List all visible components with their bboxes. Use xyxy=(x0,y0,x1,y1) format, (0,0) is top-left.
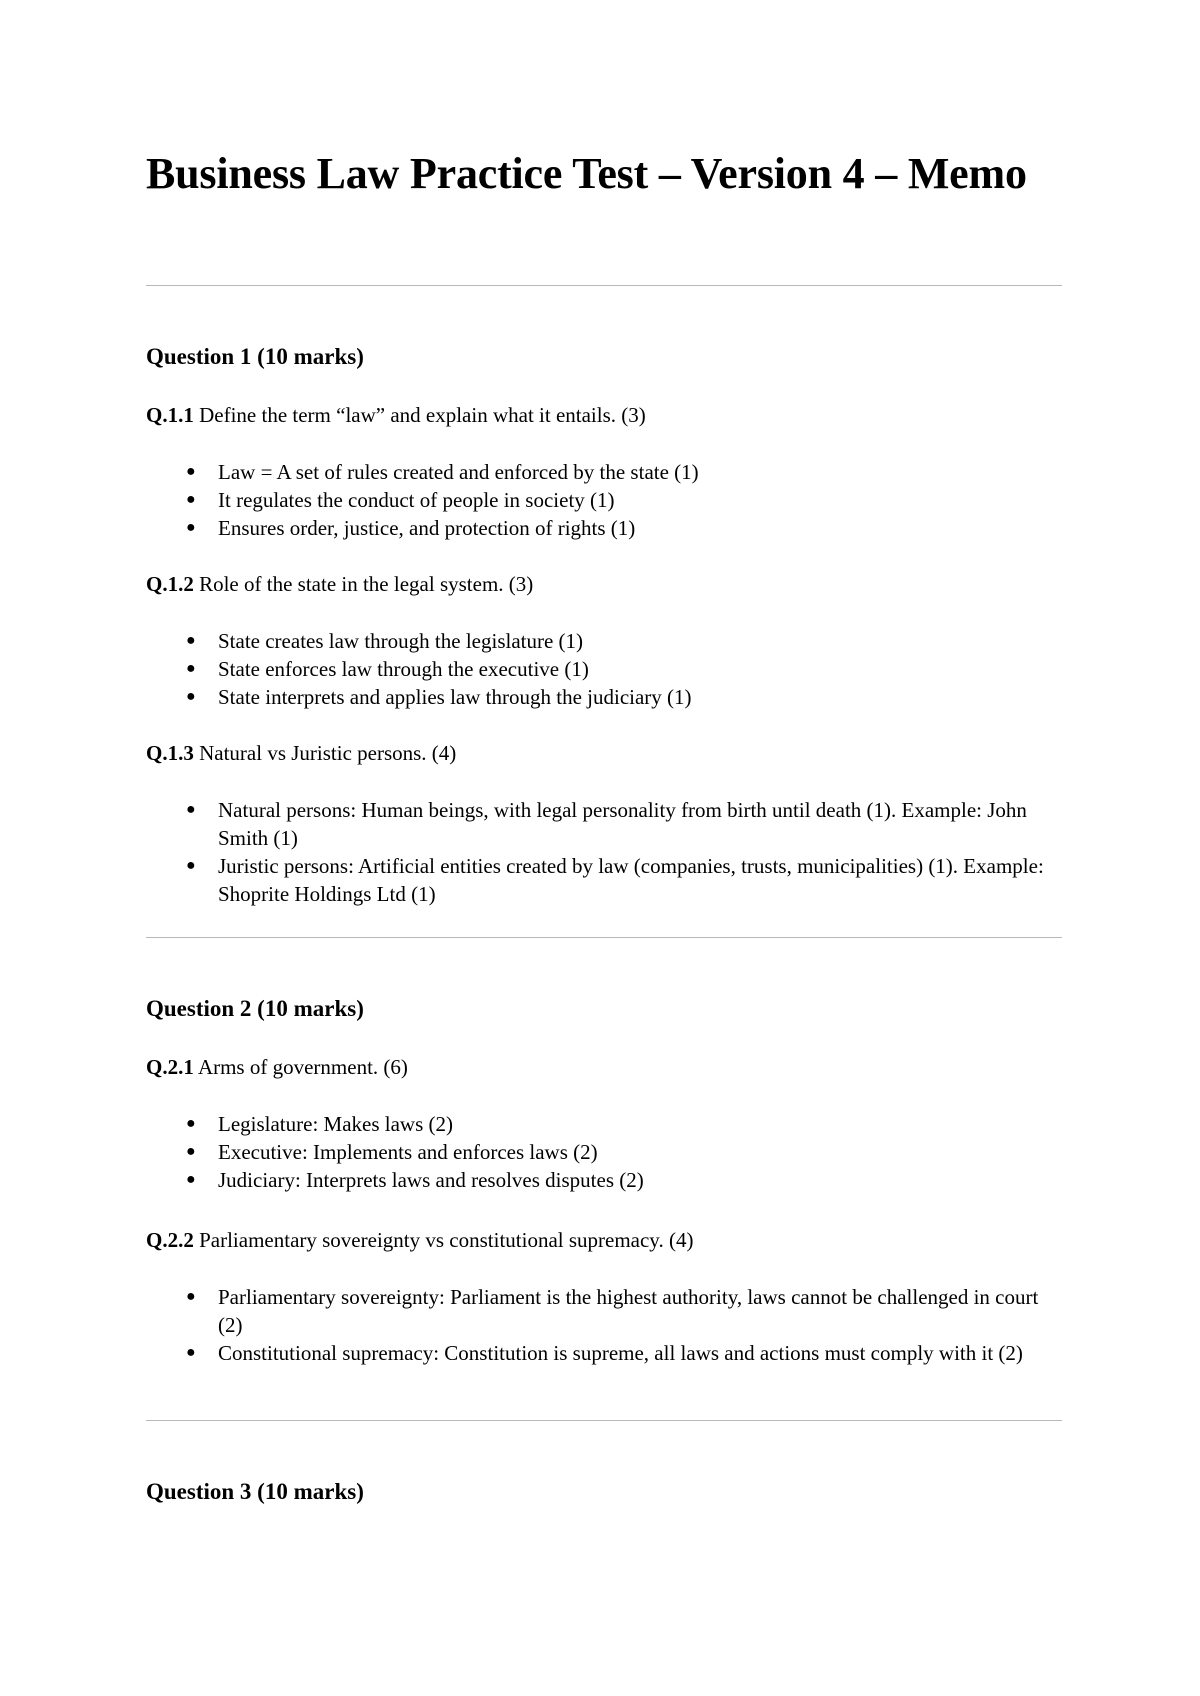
question-number: Q.2.1 xyxy=(146,1055,194,1079)
question-2-1-prompt xyxy=(146,1053,408,1081)
question-text: Parliamentary sovereignty vs constitutional supremacy. (4) xyxy=(199,1228,694,1252)
bullet-icon: ● xyxy=(186,632,196,649)
answer-list-1-3 xyxy=(146,796,1062,908)
section-divider xyxy=(146,285,1062,286)
question-2-heading: Question 2 (10 marks) xyxy=(146,996,364,1021)
answer-item xyxy=(146,486,1062,514)
answer-item xyxy=(146,514,1062,542)
question-2-2-prompt xyxy=(146,1226,693,1254)
page-title: Business Law Practice Test – Version 4 – Memo xyxy=(146,149,1027,198)
question-1-1-prompt xyxy=(146,401,646,429)
question-number: Q.1.3 xyxy=(146,741,194,765)
question-3-heading: Question 3 (10 marks) xyxy=(146,1479,364,1504)
question-text: Define the term “law” and explain what it entails. (3) xyxy=(199,403,646,427)
section-divider xyxy=(146,937,1062,938)
answer-list-1-1 xyxy=(146,458,1062,542)
answer-item xyxy=(146,1166,1062,1194)
question-text: Role of the state in the legal system. (3) xyxy=(199,572,534,596)
bullet-icon: ● xyxy=(186,519,196,536)
answer-text: State enforces law through the executive (1) xyxy=(218,657,589,681)
answer-item xyxy=(146,627,1062,655)
answer-text: It regulates the conduct of people in society (1) xyxy=(218,488,615,512)
answer-text: Juristic persons: Artificial entities created by law (companies, trusts, municipalities) (1). Example: Shoprite Holdings Ltd (1) xyxy=(218,854,1044,906)
bullet-icon: ● xyxy=(186,688,196,705)
question-text: Natural vs Juristic persons. (4) xyxy=(199,741,457,765)
question-text: Arms of government. (6) xyxy=(197,1055,408,1079)
answer-item xyxy=(146,1138,1062,1166)
question-1-2-prompt xyxy=(146,570,533,598)
answer-item xyxy=(146,683,1062,711)
answer-text: Natural persons: Human beings, with legal personality from birth until death (1). Example: John Smith (1) xyxy=(218,798,1027,850)
answer-text: State creates law through the legislature (1) xyxy=(218,629,584,653)
answer-item xyxy=(146,1110,1062,1138)
answer-text: Executive: Implements and enforces laws (2) xyxy=(218,1140,598,1164)
answer-list-2-1 xyxy=(146,1110,1062,1194)
question-number: Q.1.1 xyxy=(146,403,194,427)
bullet-icon: ● xyxy=(186,857,196,874)
bullet-icon: ● xyxy=(186,801,196,818)
question-1-3-prompt xyxy=(146,739,456,767)
section-divider xyxy=(146,1420,1062,1421)
answer-text: Legislature: Makes laws (2) xyxy=(218,1112,454,1136)
bullet-icon: ● xyxy=(186,1288,196,1305)
answer-text: Constitutional supremacy: Constitution is supreme, all laws and actions must comply with it (2) xyxy=(218,1341,1023,1365)
answer-text: State interprets and applies law through the judiciary (1) xyxy=(218,685,692,709)
bullet-icon: ● xyxy=(186,463,196,480)
bullet-icon: ● xyxy=(186,660,196,677)
bullet-icon: ● xyxy=(186,491,196,508)
bullet-icon: ● xyxy=(186,1171,196,1188)
answer-text: Ensures order, justice, and protection of rights (1) xyxy=(218,516,636,540)
bullet-icon: ● xyxy=(186,1143,196,1160)
bullet-icon: ● xyxy=(186,1115,196,1132)
answer-item xyxy=(146,458,1062,486)
answer-item xyxy=(146,796,1062,852)
answer-item xyxy=(146,852,1062,908)
answer-list-1-2 xyxy=(146,627,1062,711)
answer-item xyxy=(146,1283,1062,1339)
question-number: Q.1.2 xyxy=(146,572,194,596)
answer-item xyxy=(146,655,1062,683)
answer-text: Judiciary: Interprets laws and resolves disputes (2) xyxy=(218,1168,644,1192)
answer-text: Law = A set of rules created and enforced by the state (1) xyxy=(218,460,699,484)
answer-list-2-2 xyxy=(146,1283,1062,1367)
answer-text: Parliamentary sovereignty: Parliament is the highest authority, laws cannot be challenged in court (2) xyxy=(218,1285,1039,1337)
answer-item xyxy=(146,1339,1062,1367)
bullet-icon: ● xyxy=(186,1344,196,1361)
question-number: Q.2.2 xyxy=(146,1228,194,1252)
question-1-heading: Question 1 (10 marks) xyxy=(146,344,364,369)
